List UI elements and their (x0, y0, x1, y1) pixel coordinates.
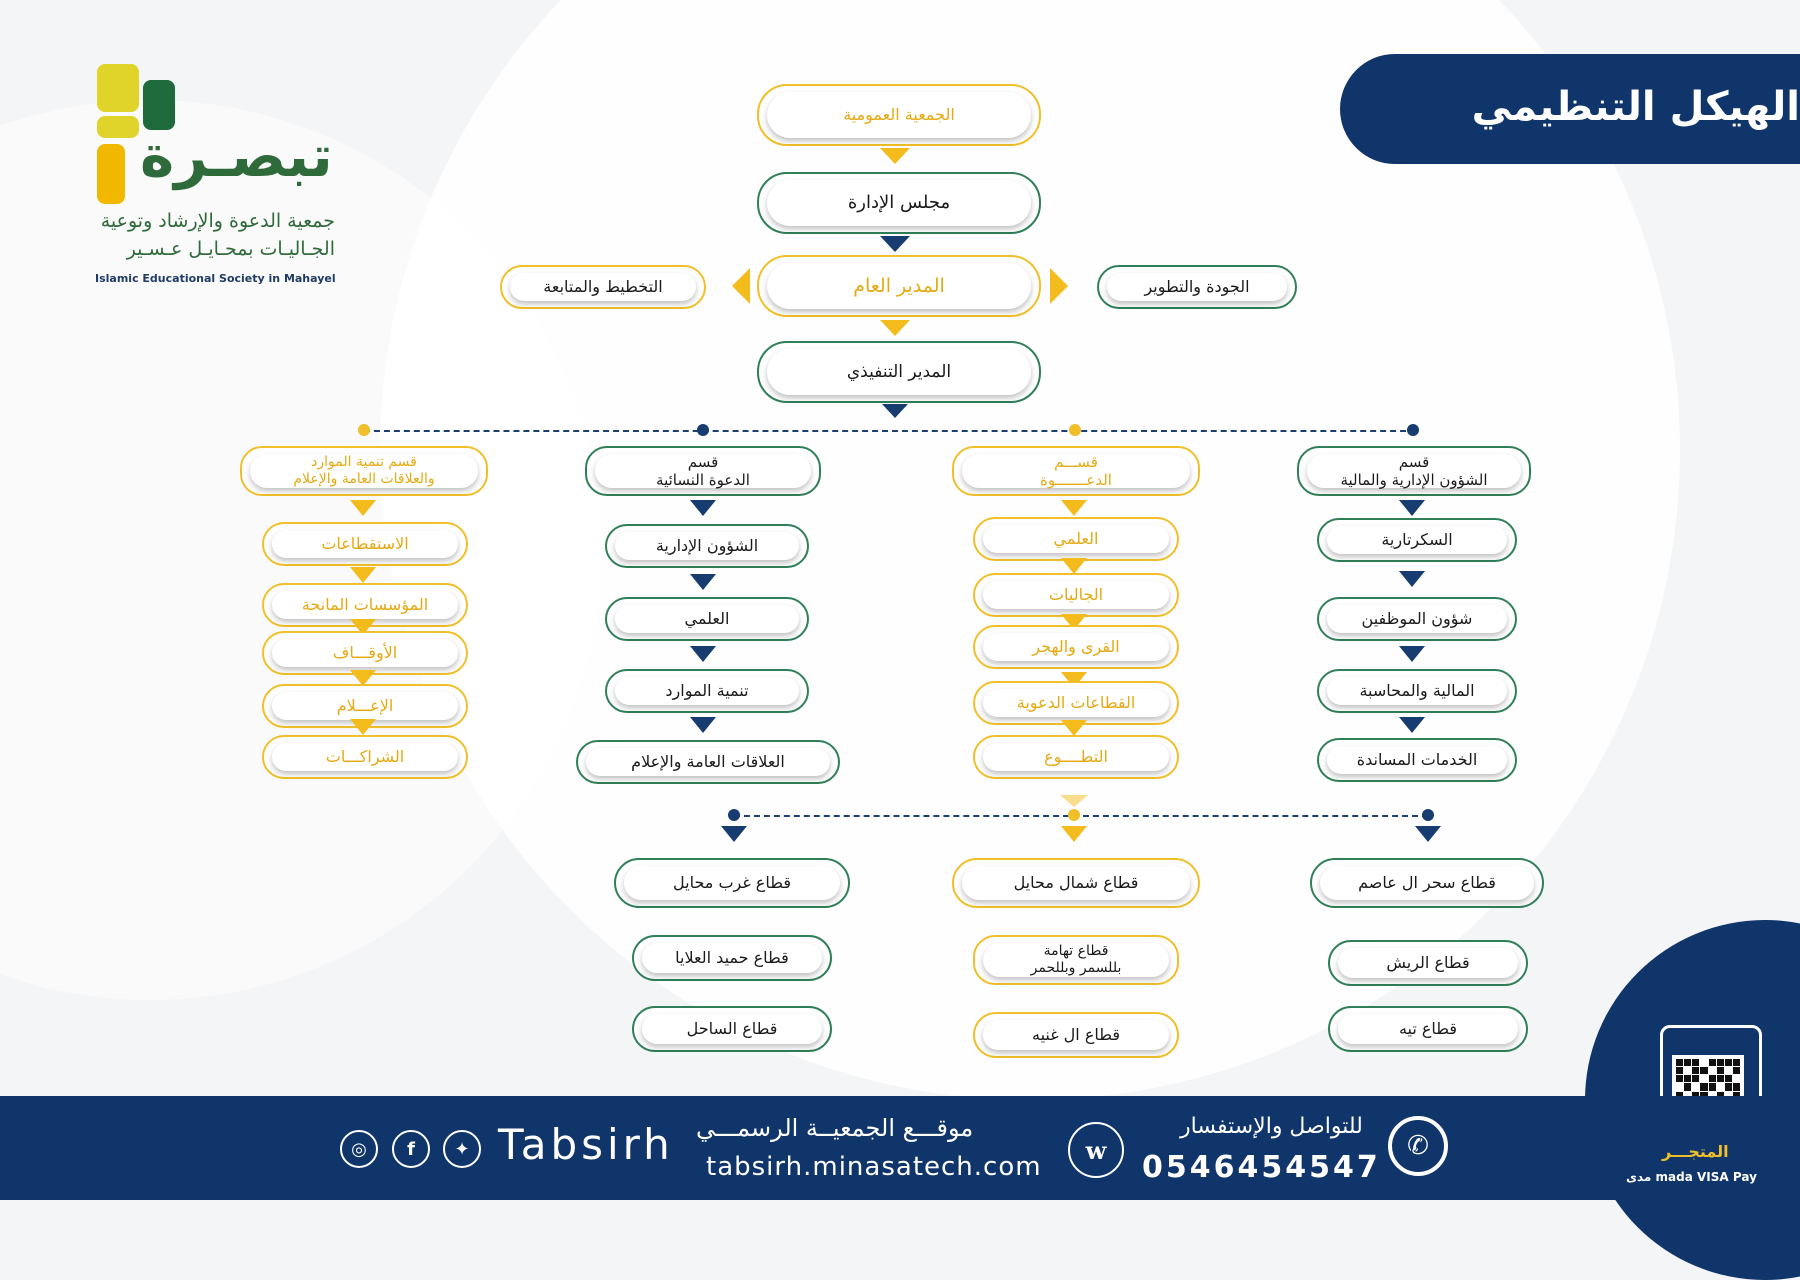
arrow-down-icon (882, 404, 908, 418)
dept-title-l1: قسم (1398, 453, 1430, 471)
item-villages (973, 625, 1179, 669)
box-label: قطاع الريش (1386, 953, 1470, 973)
box-planning (500, 265, 706, 309)
box-label (283, 454, 444, 488)
sector-label-l1: قطاع تهامة (1043, 943, 1109, 960)
sector-teeh (1328, 1006, 1528, 1052)
dept-title-l2: الدعـــــــوة (1040, 471, 1112, 489)
box-label: العلمي (1053, 529, 1099, 549)
logo (95, 62, 355, 292)
box-label: الإعـــلام (336, 696, 394, 716)
sector-west-mahayel (614, 858, 850, 908)
arrow-down-icon (880, 320, 910, 336)
arrow-down-icon (350, 719, 376, 735)
item-pr-media (576, 740, 840, 784)
logo-square (97, 64, 139, 112)
connector-dot (1407, 424, 1419, 436)
dept-resources-pr (240, 446, 488, 496)
box-label: شؤون الموظفين (1361, 609, 1473, 629)
item-deductions (262, 522, 468, 566)
sector-reesh (1328, 940, 1528, 986)
dept-title-l1: قسم (687, 453, 719, 471)
sector-hamid (632, 935, 832, 981)
box-label: الجمعية العمومية (843, 105, 955, 125)
box-label: المالية والمحاسبة (1359, 681, 1475, 701)
box-label: الأوقـــاف (332, 643, 398, 663)
box-label (1030, 453, 1122, 489)
box-label: الخدمات المساندة (1356, 750, 1478, 770)
box-label: الجاليات (1048, 585, 1104, 605)
box-label: السكرتارية (1381, 530, 1453, 550)
item-scientific (973, 517, 1179, 561)
box-label: الاستقطاعات (321, 534, 409, 554)
phone-number[interactable]: 0546454547 (1142, 1150, 1381, 1185)
connector-dot (358, 424, 370, 436)
arrow-down-icon (1399, 717, 1425, 733)
dept-women-dawah (585, 446, 821, 496)
arrow-down-icon (690, 500, 716, 516)
box-label: مجلس الإدارة (847, 192, 951, 214)
arrow-down-icon (1061, 558, 1087, 574)
dept-dawah (952, 446, 1200, 496)
box-label: قطاع الساحل (686, 1019, 778, 1039)
sector-sahar (1310, 858, 1544, 908)
brand-handle[interactable]: Tabsirh (498, 1120, 674, 1169)
item-partnerships (262, 735, 468, 779)
arrow-down-icon (350, 500, 376, 516)
sector-al-ghaniya (973, 1012, 1179, 1058)
twitter-icon[interactable]: ✦ (443, 1130, 481, 1168)
box-executive-director (757, 341, 1041, 403)
arrow-down-icon (690, 646, 716, 662)
arrow-left-icon (732, 268, 750, 304)
arrow-down-icon (1399, 646, 1425, 662)
dept-title-l2: الدعوة النسائية (656, 471, 750, 489)
instagram-icon[interactable]: ◎ (340, 1130, 378, 1168)
sector-label-l2: بللسمر وبللحمر (1030, 960, 1122, 976)
box-label: قطاع تيه (1398, 1019, 1458, 1039)
box-label (1021, 943, 1132, 977)
connector-dot (1422, 809, 1434, 821)
box-general-manager (757, 255, 1041, 317)
store-label[interactable]: المتجـــر (1662, 1142, 1729, 1161)
connector-line (734, 815, 1428, 817)
arrow-right-icon (1050, 268, 1068, 304)
whatsapp-icon[interactable]: ✆ (1388, 1116, 1448, 1176)
logo-english: Islamic Educational Society in Mahayel (95, 272, 336, 285)
arrow-down-icon (690, 717, 716, 733)
item-resource-dev (605, 669, 809, 713)
item-admin-affairs (605, 524, 809, 568)
box-label: قطاع سحر ال عاصم (1358, 873, 1496, 893)
logo-wordmark: تبصـرة (140, 122, 333, 190)
box-general-assembly (757, 84, 1041, 146)
box-label: قطاع غرب محايل (673, 873, 791, 893)
box-label: المدير التنفيذي (846, 361, 952, 382)
connector-dot (1069, 424, 1081, 436)
item-support (1317, 738, 1517, 782)
page-title: الهيكل التنظيمي (1471, 84, 1800, 130)
arrow-down-icon (1060, 795, 1088, 807)
payment-methods: مدى mada VISA Pay (1626, 1170, 1757, 1184)
footer (0, 1096, 1800, 1200)
box-label (1330, 453, 1497, 489)
dept-title-l1: قســـم (1054, 453, 1098, 471)
item-staff-affairs (1317, 597, 1517, 641)
facebook-icon[interactable]: f (392, 1130, 430, 1168)
sector-tihama (973, 935, 1179, 985)
box-quality (1097, 265, 1297, 309)
item-communities (973, 573, 1179, 617)
title-banner (1340, 54, 1800, 164)
box-label: القرى والهجر (1032, 637, 1120, 657)
connector-dot (1068, 809, 1080, 821)
item-secretariat (1317, 518, 1517, 562)
arrow-down-icon (880, 148, 910, 164)
box-label: المؤسسات المانحة (301, 595, 429, 615)
item-endowments (262, 631, 468, 675)
box-label (646, 453, 760, 489)
contact-label: للتواصل والإستفسار (1180, 1114, 1363, 1139)
arrow-down-icon (1399, 500, 1425, 516)
arrow-down-icon (721, 826, 747, 842)
item-scientific-women (605, 597, 809, 641)
item-dawah-sectors (973, 681, 1179, 725)
box-label: العلاقات العامة والإعلام (631, 752, 785, 772)
item-volunteering (973, 735, 1179, 779)
box-label: الجودة والتطوير (1144, 277, 1250, 297)
arrow-down-icon (1415, 826, 1441, 842)
website-icon[interactable]: w (1068, 1122, 1124, 1178)
item-finance (1317, 669, 1517, 713)
box-label: قطاع ال غنيه (1031, 1025, 1121, 1045)
box-board (757, 172, 1041, 234)
box-label: تنمية الموارد (665, 681, 749, 701)
sector-north-mahayel (952, 858, 1200, 908)
box-label: القطاعات الدعوية (1016, 693, 1136, 713)
logo-square (97, 116, 139, 138)
connector-line (364, 430, 1416, 432)
connector-dot (728, 809, 740, 821)
box-label: التطــــوع (1044, 747, 1108, 767)
dept-title-l1: قسم تنمية الموارد (311, 454, 417, 471)
arrow-down-icon (1061, 720, 1087, 736)
dept-admin-finance (1297, 446, 1531, 496)
box-label: المدير العام (853, 274, 945, 297)
box-label: التخطيط والمتابعة (543, 277, 663, 297)
box-label: قطاع شمال محايل (1013, 873, 1139, 893)
dept-title-l2: الشؤون الإدارية والمالية (1340, 471, 1488, 489)
connector-dot (697, 424, 709, 436)
box-label: الشؤون الإدارية (655, 536, 759, 556)
box-label: الشراكـــات (325, 747, 405, 767)
arrow-down-icon (1399, 571, 1425, 587)
arrow-down-icon (1061, 826, 1087, 842)
site-url[interactable]: tabsirh.minasatech.com (706, 1152, 1042, 1182)
arrow-down-icon (350, 567, 376, 583)
site-label: موقـــع الجمعيــة الرسمـــي (696, 1114, 974, 1142)
arrow-down-icon (690, 574, 716, 590)
box-label: العلمي (684, 609, 730, 629)
dept-title-l2: والعلاقات العامة والإعلام (293, 471, 435, 487)
arrow-down-icon (1061, 500, 1087, 516)
box-label: قطاع حميد العلايا (675, 948, 789, 968)
logo-line2: الجـاليـات بمحـايـل عـسـير (126, 238, 335, 260)
logo-line1: جمعية الدعوة والإرشاد وتوعية (100, 210, 335, 232)
arrow-down-icon (880, 236, 910, 252)
sector-sahel (632, 1006, 832, 1052)
logo-square (97, 144, 125, 204)
